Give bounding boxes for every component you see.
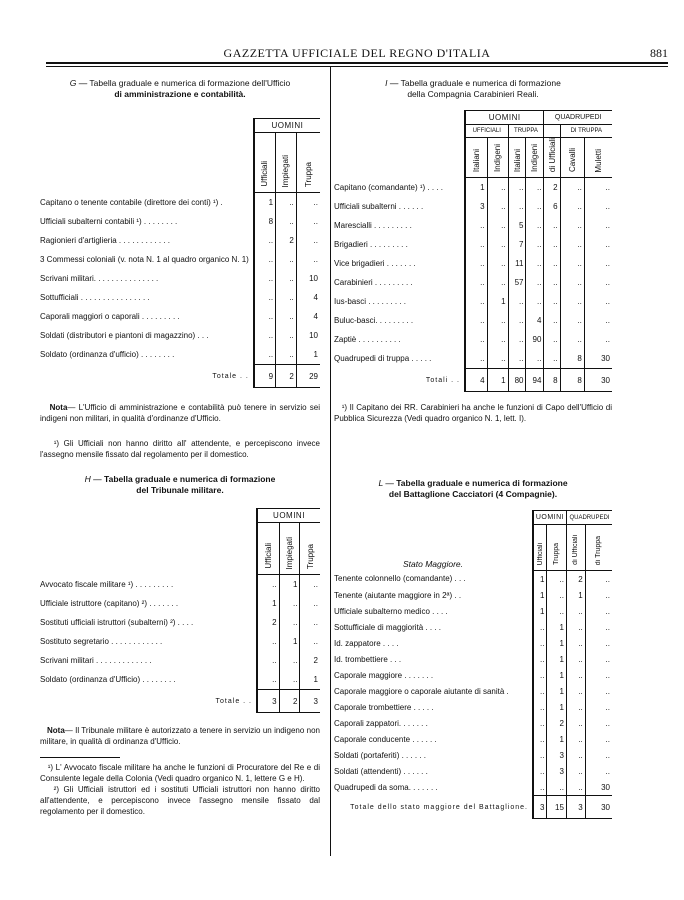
row-value: ..: [508, 330, 526, 349]
table-g-total: Totale . . 9 2 29: [40, 365, 320, 388]
row-value: ..: [544, 216, 560, 235]
row-value: ..: [508, 292, 526, 311]
row-label: Tenente colonnello (comandante) . . .: [334, 574, 466, 584]
row-value: ..: [560, 330, 584, 349]
table-row: [334, 635, 612, 651]
page-header: [46, 46, 668, 60]
row-value: ..: [544, 292, 560, 311]
table-row: [40, 613, 320, 632]
row-value: ..: [584, 197, 612, 216]
row-value: ..: [544, 311, 560, 330]
table-row: [40, 651, 320, 670]
row-value: 1: [254, 193, 276, 213]
table-row: [40, 269, 320, 288]
gazette-title: GAZZETTA UFFICIALE DEL REGNO D'ITALIA: [223, 46, 491, 60]
row-value: ..: [465, 349, 487, 369]
row-value: ..: [276, 307, 297, 326]
row-value: 11: [508, 254, 526, 273]
table-row: [40, 231, 320, 250]
row-value: ..: [508, 349, 526, 369]
row-value: ..: [533, 747, 547, 763]
row-value: ..: [487, 216, 508, 235]
table-g: UOMINI Ufficiali Impiegati Truppa Capitano o tenente contabile (direttore dei conti) ¹) . 1 .. .. Ufficiali subalterni contabili ¹) . . . . . . . . 8 .. .. Ragionieri d'artiglieria . . . . . . . . . . . . .. 2 .. 3 Commessi coloniali (v. nota N. 1 al quadro organico N. 1) .. .. .. Scrivani militari. . . . . . . . . . . . . . . .. .. 10 Sottufficiali . . . . . . . . . . . . . . . . .. .. 4 Caporali maggiori o caporali . . . . . . . . . .. .. 4 Soldati (distributori e piantoni di magazzino) . . . .. .. 10 Soldato (ordinanza d'ufficio) . . . . . . . . .. .. 1 Totale . . 9 2 29: [40, 118, 320, 388]
row-value: 1: [547, 635, 567, 651]
row-value: ..: [257, 632, 279, 651]
row-value: ..: [584, 178, 612, 198]
row-value: ..: [560, 254, 584, 273]
row-value: ..: [585, 747, 612, 763]
table-row: [334, 619, 612, 635]
table-row: [334, 330, 612, 349]
table-row: [40, 575, 320, 595]
row-value: ..: [276, 326, 297, 345]
row-value: ..: [585, 603, 612, 619]
row-label: Ufficiale istruttore (capitano) ²) . . . . . . .: [40, 599, 179, 608]
row-value: ..: [279, 613, 300, 632]
row-value: 10: [296, 326, 320, 345]
table-row: [334, 349, 612, 369]
table-row: [334, 763, 612, 779]
table-row: [40, 288, 320, 307]
row-value: ..: [560, 311, 584, 330]
row-value: ..: [487, 197, 508, 216]
row-value: 4: [296, 307, 320, 326]
row-value: ..: [487, 235, 508, 254]
row-value: ..: [584, 273, 612, 292]
table-row: [40, 193, 320, 213]
table-row: [40, 326, 320, 345]
row-value: 5: [508, 216, 526, 235]
row-value: ..: [487, 349, 508, 369]
row-value: ..: [566, 635, 585, 651]
table-i-total: Totali . . 4 1 80 94 8 8 30: [334, 369, 612, 392]
row-value: ..: [487, 254, 508, 273]
row-label: Caporali zappatori. . . . . . .: [334, 718, 428, 728]
row-label: Soldati (attendenti) . . . . . .: [334, 766, 428, 776]
row-label: Quadrupedi di truppa . . . . .: [334, 354, 432, 364]
section-l: [334, 478, 612, 819]
row-value: ..: [544, 349, 560, 369]
row-label: Soldato (ordinanza d'ufficio) . . . . . . . .: [40, 350, 175, 360]
row-value: ..: [526, 254, 544, 273]
row-value: ..: [560, 273, 584, 292]
footnote-rule: [40, 757, 120, 758]
row-value: ..: [526, 235, 544, 254]
row-value: ..: [533, 651, 547, 667]
row-value: 2: [544, 178, 560, 198]
group-header: UOMINI: [254, 119, 320, 133]
row-value: ..: [544, 330, 560, 349]
row-value: 1: [547, 699, 567, 715]
row-label: Scrivani militari . . . . . . . . . . . . .: [40, 656, 152, 665]
row-value: ..: [544, 273, 560, 292]
row-value: 1: [533, 571, 547, 588]
row-label: Ufficiale subalterno medico . . . .: [334, 606, 448, 616]
table-row: [334, 311, 612, 330]
row-value: ..: [296, 231, 320, 250]
row-value: ..: [560, 197, 584, 216]
row-value: 30: [584, 349, 612, 369]
row-value: 30: [585, 779, 612, 796]
table-row: [40, 345, 320, 365]
row-value: ..: [585, 763, 612, 779]
row-value: ..: [300, 632, 320, 651]
row-label: Avvocato fiscale militare ¹) . . . . . . . . .: [40, 579, 174, 589]
row-label: Tenente (aiutante maggiore in 2ª) . .: [334, 590, 462, 600]
row-value: ..: [254, 250, 276, 269]
row-value: ..: [547, 571, 567, 588]
row-value: 3: [465, 197, 487, 216]
table-row: [334, 216, 612, 235]
section-g: [40, 78, 320, 460]
row-value: ..: [300, 594, 320, 613]
table-row: [40, 632, 320, 651]
row-value: 57: [508, 273, 526, 292]
row-value: 4: [526, 311, 544, 330]
row-value: ..: [584, 292, 612, 311]
row-value: ..: [276, 288, 297, 307]
row-value: ..: [566, 603, 585, 619]
row-value: ..: [526, 178, 544, 198]
row-value: ..: [533, 635, 547, 651]
row-value: ..: [257, 670, 279, 690]
row-value: ..: [296, 212, 320, 231]
section-g-footnote: ¹) Gli Ufficiali non hanno diritto all' attendente, e percepiscono invece l'assegno mensile fissato dal regolamento per il domestico.: [40, 439, 320, 459]
table-row: [334, 571, 612, 588]
row-value: ..: [526, 349, 544, 369]
section-i: [334, 78, 612, 424]
row-value: ..: [566, 779, 585, 796]
row-label: Carabinieri . . . . . . . . .: [334, 278, 413, 288]
row-value: ..: [254, 307, 276, 326]
row-value: ..: [533, 731, 547, 747]
row-value: ..: [465, 216, 487, 235]
row-value: ..: [585, 731, 612, 747]
row-label: Quadrupedi da soma. . . . . . .: [334, 782, 438, 792]
row-value: ..: [533, 683, 547, 699]
row-value: ..: [547, 603, 567, 619]
row-value: ..: [566, 683, 585, 699]
section-h: [40, 474, 320, 817]
row-value: ..: [566, 747, 585, 763]
page-number: 881: [650, 46, 668, 60]
row-value: 6: [544, 197, 560, 216]
row-value: ..: [276, 345, 297, 365]
row-value: ..: [276, 250, 297, 269]
row-value: ..: [508, 178, 526, 198]
table-row: [40, 307, 320, 326]
row-label: Soldati (distributori e piantoni di magazzino) . . .: [40, 331, 209, 340]
table-row: [334, 651, 612, 667]
table-row: [334, 178, 612, 198]
row-value: 3: [547, 763, 567, 779]
row-value: ..: [296, 193, 320, 213]
row-value: ..: [487, 178, 508, 198]
row-value: ..: [585, 571, 612, 588]
row-label: Ufficiali subalterni contabili ¹) . . . . . . . .: [40, 217, 178, 226]
row-label: Zaptiè . . . . . . . . . .: [334, 335, 401, 345]
header-rule-thin: [46, 66, 668, 67]
row-value: 2: [257, 613, 279, 632]
row-value: 1: [487, 292, 508, 311]
table-row: [334, 273, 612, 292]
row-value: ..: [566, 699, 585, 715]
row-label: Sostituti ufficiali istruttori (subalterni) ²) . . . .: [40, 618, 194, 627]
table-row: [334, 235, 612, 254]
row-value: 1: [300, 670, 320, 690]
row-label: 3 Commessi coloniali (v. nota N. 1 al quadro organico N. 1): [40, 255, 249, 264]
row-value: ..: [276, 193, 297, 213]
row-value: 1: [547, 619, 567, 635]
table-row: [334, 747, 612, 763]
row-value: ..: [585, 699, 612, 715]
row-value: ..: [584, 311, 612, 330]
row-value: ..: [560, 216, 584, 235]
row-value: 8: [560, 349, 584, 369]
table-row: [40, 250, 320, 269]
table-h-body: [40, 575, 320, 690]
row-value: 10: [296, 269, 320, 288]
row-value: ..: [566, 763, 585, 779]
row-value: ..: [547, 587, 567, 603]
row-value: ..: [254, 231, 276, 250]
row-value: ..: [584, 330, 612, 349]
row-value: 1: [533, 603, 547, 619]
row-value: ..: [526, 292, 544, 311]
table-row: [334, 779, 612, 796]
row-label: Buluc-basci. . . . . . . . .: [334, 316, 414, 326]
row-value: ..: [547, 779, 567, 796]
section-h-footnote-1: ¹) L' Avvocato fiscale militare ha anche le funzioni di Procuratore del Re e di Consulente legale della Colonia (Vedi quadro organico N. 1, lettere G e H).: [40, 763, 320, 783]
row-label: Ragionieri d'artiglieria . . . . . . . . . . . .: [40, 236, 171, 245]
table-l: Stato Maggiore. UOMINI QUADRUPEDI Ufficiali Truppa di Ufficiali di Truppa Tenente colonnello (comandante) . . . 1 .. 2 .. Tenente (aiutante maggiore in 2ª) . . 1 .. 1 .. Ufficiale subalterno medico . . . . 1 .. .. .. Sottufficiale di maggiorità . . . . .. 1 .. .. Id. zappatore . . . . .. 1 .. .. Id. trombettiere . . . .. 1 .. .. Caporale maggiore . . . . . . . .. 1 .. .. Caporale maggiore o caporale aiutante di sanità . .. 1 .. .. Caporale trombettiere . . . . . .. 1 .. .. Caporali zappatori. . . . . . . .. 2 .. .. Caporale conducente . . . . . . .. 1 .. .. Soldati (portaferiti) . . . . . . .. 3 .. .. Soldati (attendenti) . . . . . . .. 3 .. .. Quadrupedi da soma. . . . . . . .. .. .. 30 Totale dello stato maggiore del Battaglione. 3 15 3 30: [334, 510, 612, 819]
row-value: 2: [547, 715, 567, 731]
table-row: [334, 699, 612, 715]
row-value: ..: [585, 587, 612, 603]
row-value: 8: [254, 212, 276, 231]
row-value: ..: [544, 254, 560, 273]
table-l-body: [334, 571, 612, 796]
row-label: Ufficiali subalterni . . . . . .: [334, 202, 424, 212]
row-value: 1: [296, 345, 320, 365]
row-label: Scrivani militari. . . . . . . . . . . . . . .: [40, 274, 159, 283]
row-value: ..: [296, 250, 320, 269]
row-value: ..: [465, 235, 487, 254]
row-value: ..: [533, 779, 547, 796]
row-value: ..: [254, 288, 276, 307]
row-value: ..: [254, 269, 276, 288]
row-value: 90: [526, 330, 544, 349]
row-value: ..: [585, 667, 612, 683]
row-value: 1: [547, 683, 567, 699]
row-value: ..: [526, 197, 544, 216]
row-value: 2: [276, 231, 297, 250]
row-label: Capitano o tenente contabile (direttore dei conti) ¹) .: [40, 197, 223, 207]
row-value: ..: [560, 235, 584, 254]
row-value: 1: [547, 667, 567, 683]
row-value: ..: [566, 667, 585, 683]
row-value: ..: [566, 619, 585, 635]
row-value: ..: [566, 651, 585, 667]
table-row: [40, 670, 320, 690]
row-value: ..: [566, 731, 585, 747]
row-value: ..: [508, 311, 526, 330]
row-value: ..: [465, 292, 487, 311]
table-row: [40, 212, 320, 231]
row-value: ..: [533, 715, 547, 731]
row-label: Soldato (ordinanza d'Ufficio) . . . . . . . .: [40, 675, 176, 685]
table-l-total: Totale dello stato maggiore del Battaglione. 3 15 3 30: [334, 796, 612, 819]
stato-maggiore-label: Stato Maggiore.: [402, 558, 463, 569]
section-i-footnote: ¹) Il Capitano dei RR. Carabinieri ha anche le funzioni di Capo dell'Ufficio di Pubblica Sicurezza (Vedi quadro organico N. 1, lett. I).: [334, 403, 612, 424]
row-label: Sostituto segretario . . . . . . . . . . . .: [40, 637, 163, 646]
row-label: Caporale conducente . . . . . .: [334, 734, 437, 744]
row-value: ..: [487, 311, 508, 330]
table-row: [40, 594, 320, 613]
row-value: ..: [487, 330, 508, 349]
group-header: UOMINI: [257, 509, 320, 523]
table-row: [334, 587, 612, 603]
table-row: [334, 292, 612, 311]
row-value: ..: [276, 269, 297, 288]
row-value: 3: [547, 747, 567, 763]
table-row: [334, 715, 612, 731]
row-value: ..: [300, 575, 320, 595]
row-label: Marescialli . . . . . . . . .: [334, 221, 412, 231]
row-label: Vice brigadieri . . . . . . .: [334, 259, 416, 269]
table-row: [334, 667, 612, 683]
row-value: ..: [544, 235, 560, 254]
row-label: Soldati (portaferiti) . . . . . .: [334, 750, 427, 760]
row-value: 1: [279, 575, 300, 595]
row-value: ..: [254, 345, 276, 365]
row-value: ..: [585, 651, 612, 667]
section-l-title: L — Tabella graduale e numerica di formazione del Battaglione Cacciatori (4 Compagnie).: [378, 478, 568, 499]
row-label: Caporale trombettiere . . . . .: [334, 702, 434, 712]
row-value: 1: [279, 632, 300, 651]
table-i-body: [334, 178, 612, 369]
row-value: ..: [584, 216, 612, 235]
row-value: ..: [279, 594, 300, 613]
row-value: 1: [257, 594, 279, 613]
row-label: Caporale maggiore . . . . . . .: [334, 670, 434, 680]
section-h-title: H — Tabella graduale e numerica di formazione del Tribunale militare.: [84, 474, 276, 495]
row-value: ..: [465, 273, 487, 292]
row-label: Brigadieri . . . . . . . . .: [334, 240, 408, 250]
row-value: 1: [547, 651, 567, 667]
row-value: ..: [566, 715, 585, 731]
row-label: Capitano (comandante) ¹) . . . .: [334, 182, 443, 192]
row-value: 1: [547, 731, 567, 747]
row-value: ..: [560, 292, 584, 311]
row-value: ..: [585, 635, 612, 651]
row-value: ..: [487, 273, 508, 292]
section-i-title: I — Tabella graduale e numerica di formazione della Compagnia Carabinieri Reali.: [385, 78, 561, 99]
row-label: Id. zappatore . . . .: [334, 638, 399, 648]
row-value: 2: [566, 571, 585, 588]
table-h: UOMINI Ufficiali Impiegati Truppa Avvocato fiscale militare ¹) . . . . . . . . . .. 1 .. Ufficiale istruttore (capitano) ²) . . . . . . . 1 .. .. Sostituti ufficiali istruttori (subalterni) ²) . . . . 2 .. .. Sostituto segretario . . . . . . . . . . . . .. 1 .. Scrivani militari . . . . . . . . . . . . . .. .. 2 Soldato (ordinanza d'Ufficio) . . . . . . . . .. .. 1 Totale . . 3 2 3: [40, 508, 320, 713]
table-row: [334, 603, 612, 619]
row-value: ..: [465, 311, 487, 330]
row-value: 1: [533, 587, 547, 603]
row-value: ..: [560, 178, 584, 198]
table-row: [334, 683, 612, 699]
table-h-total: Totale . . 3 2 3: [40, 690, 320, 713]
table-g-body: [40, 193, 320, 365]
row-value: ..: [585, 683, 612, 699]
row-value: ..: [584, 235, 612, 254]
row-value: 7: [508, 235, 526, 254]
row-value: ..: [584, 254, 612, 273]
row-value: 1: [465, 178, 487, 198]
row-value: ..: [254, 326, 276, 345]
section-g-title: G — Tabella graduale e numerica di formazione dell'Ufficio di amministrazione e contabilità.: [69, 78, 291, 99]
row-value: 2: [300, 651, 320, 670]
row-value: ..: [533, 619, 547, 635]
row-value: ..: [300, 613, 320, 632]
row-label: Sottufficiali . . . . . . . . . . . . . . . .: [40, 293, 150, 302]
row-value: ..: [276, 212, 297, 231]
row-value: ..: [508, 197, 526, 216]
section-h-footnote-2: ²) Gli Ufficiali istruttori ed i sostituti Ufficiali istruttori non hanno diritto all'attendente, e percepiscono invece l'assegno mensile fissato dal regolamento per il domestico.: [40, 785, 320, 816]
row-value: ..: [585, 715, 612, 731]
row-value: ..: [465, 330, 487, 349]
section-g-note: Nota— L'Ufficio di amministrazione e contabilità può tenere in servizio sei indigeni non militari, in qualità d'ordinanze d'Ufficio.: [40, 403, 321, 423]
table-row: [334, 197, 612, 216]
row-value: 1: [566, 587, 585, 603]
section-h-note: Nota— Il Tribunale militare è autorizzato a tenere in servizio un indigeno non militare, in qualità di ordinanza d'Ufficio.: [40, 726, 320, 746]
row-value: ..: [533, 699, 547, 715]
row-value: 4: [296, 288, 320, 307]
row-label: Caporali maggiori o caporali . . . . . . . . .: [40, 312, 180, 321]
header-rule: [46, 62, 668, 64]
row-label: Ius-basci . . . . . . . . .: [334, 297, 407, 307]
row-label: Id. trombettiere . . .: [334, 654, 402, 664]
row-value: ..: [526, 216, 544, 235]
row-value: ..: [465, 254, 487, 273]
row-value: ..: [526, 273, 544, 292]
table-row: [334, 731, 612, 747]
table-row: [334, 254, 612, 273]
row-value: ..: [279, 670, 300, 690]
row-label: Caporale maggiore o caporale aiutante di sanità .: [334, 686, 509, 696]
row-value: ..: [533, 667, 547, 683]
row-value: ..: [533, 763, 547, 779]
row-value: ..: [585, 619, 612, 635]
table-i: UOMINI QUADRUPEDI UFFICIALI TRUPPA DI TRUPPA Italiani Indigeni Italiani Indigeni di Ufficiali Cavalli Muletti Capitano (comandante) ¹) . . . . 1 .. .. .. 2 .. .. Ufficiali subalterni . . . . . . 3 .. .. .. 6 .. .. Marescialli . . . . . . . . . .. .. 5 .. .. .. .. Brigadieri . . . . . . . . . .. .. 7 .. .. .. .. Vice brigadieri . . . . . . . .. .. 11 .. .. .. .. Carabinieri . . . . . . . . . .. .. 57 .. .. .. .. Ius-basci . . . . . . . . . .. 1 .. .. .. .. .. Buluc-basci. . . . . . . . . .. .. .. 4 .. .. .. Zaptiè . . . . . . . . . . .. .. .. 90 .. .. .. Quadrupedi di truppa . . . . . .. .. .. .. .. 8 30 Totali . . 4 1 80 94 8 8 30: [334, 110, 612, 392]
row-value: ..: [257, 575, 279, 595]
row-label: Sottufficiale di maggiorità . . . .: [334, 622, 442, 632]
column-divider: [330, 66, 331, 856]
row-value: ..: [257, 651, 279, 670]
row-value: ..: [279, 651, 300, 670]
